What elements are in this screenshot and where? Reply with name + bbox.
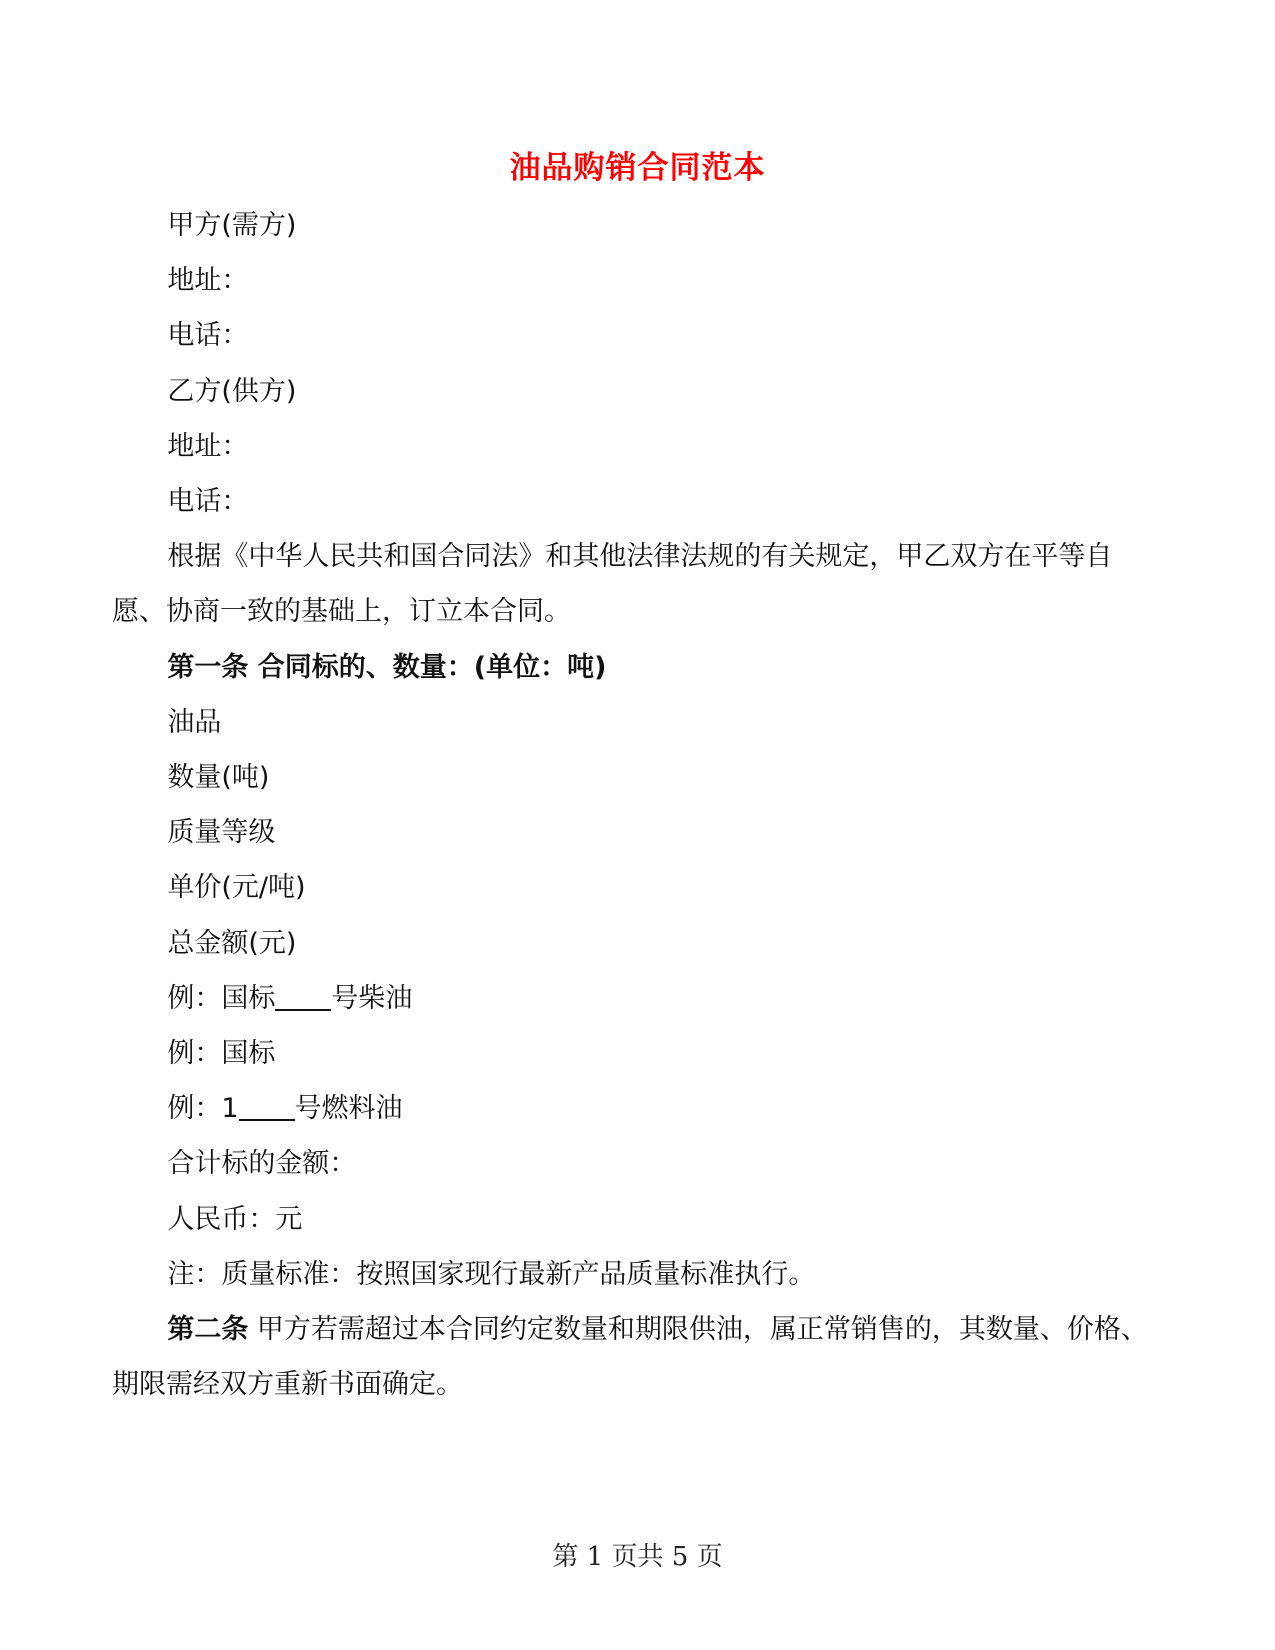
article-1-heading: 第一条 合同标的、数量：(单位：吨) (167, 651, 607, 683)
party-b-phone: 电话： (167, 486, 249, 518)
example-diesel-suffix: 号柴油 (331, 982, 413, 1014)
example-diesel-prefix: 例：国标 (167, 982, 276, 1014)
blank-underline (275, 982, 331, 1011)
page-number-footer: 第 1 页共 5 页 (552, 1542, 723, 1572)
example-national-standard: 例：国标 (167, 1038, 276, 1070)
rmb-amount: 人民币：元 (167, 1203, 303, 1235)
party-b-label: 乙方(供方) (167, 375, 297, 407)
field-total-amount: 总金额(元) (167, 927, 297, 959)
party-b-address: 地址： (167, 430, 249, 462)
party-a-address: 地址： (167, 265, 249, 297)
example-fuel-oil-suffix: 号燃料油 (294, 1093, 403, 1125)
example-fuel-oil-prefix: 例：1 (167, 1093, 239, 1125)
document-title: 油品购销合同范本 (509, 150, 766, 186)
preamble-paragraph: 根据《中华人民共和国合同法》和其他法律法规的有关规定，甲乙双方在平等自愿、协商一致的基础上，订立本合同。 (112, 541, 1113, 628)
article-2-heading: 第二条 (167, 1314, 249, 1346)
party-a-label: 甲方(需方) (167, 210, 297, 241)
field-unit-price: 单价(元/吨) (167, 872, 306, 904)
party-a-phone: 电话： (167, 320, 249, 352)
article-2-text: 甲方若需超过本合同约定数量和期限供油，属正常销售的，其数量、价格、期限需经双方重新书面确定。 (112, 1314, 1148, 1401)
total-amount-label: 合计标的金额： (167, 1148, 357, 1180)
document-body (112, 198, 1152, 1412)
article-2-paragraph (112, 1302, 1152, 1412)
field-quantity: 数量(吨) (167, 762, 270, 794)
blank-underline (239, 1092, 295, 1121)
field-quality-grade: 质量等级 (167, 817, 276, 849)
example-fuel-oil (112, 1081, 1152, 1136)
field-oil-product: 油品 (167, 706, 222, 738)
quality-note: 注：质量标准：按照国家现行最新产品质量标准执行。 (167, 1258, 816, 1290)
example-diesel (112, 971, 1152, 1026)
